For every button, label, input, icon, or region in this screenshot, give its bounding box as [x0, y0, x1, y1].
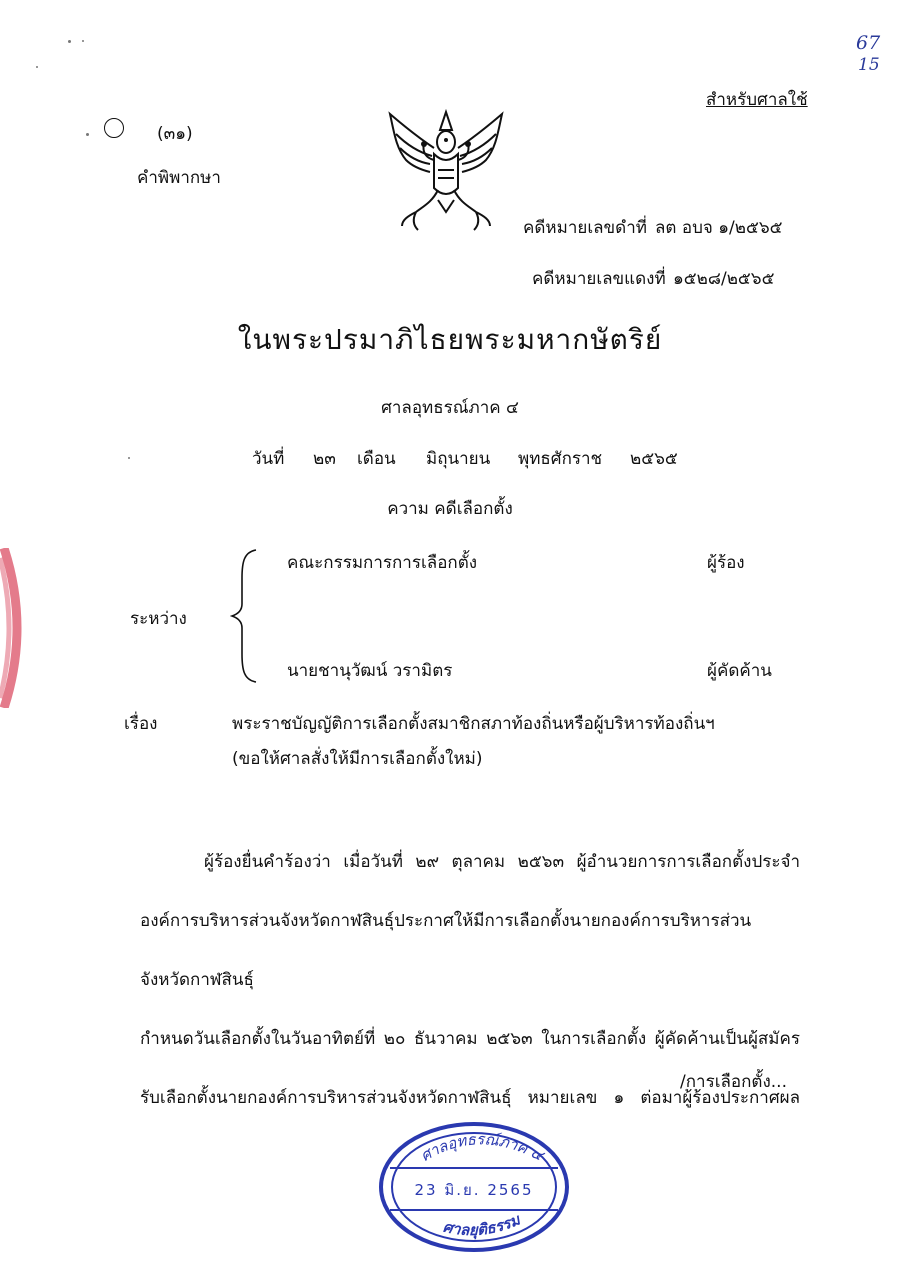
- scan-speck: [86, 133, 89, 136]
- scan-speck: [68, 40, 71, 43]
- red-case-number: ๑๕๒๘/๒๕๖๕: [673, 269, 775, 289]
- curly-brace-icon: [230, 548, 260, 684]
- margin-note-top: 67: [856, 32, 881, 54]
- body-line-1: ผู้ร้องยื่นคำร้องว่า เมื่อวันที่ ๒๙ ตุลาคม ๒๕๖๓ ผู้อำนวยการการเลือกตั้งประจำ: [204, 852, 800, 872]
- date-day-label: วันที่: [252, 449, 285, 469]
- petitioner-role: ผู้ร้อง: [707, 553, 745, 573]
- scan-speck: [82, 40, 84, 42]
- stamp-date: 23 มิ.ย. 2565: [414, 1181, 534, 1199]
- court-use-label: สำหรับศาลใช้: [706, 90, 808, 110]
- date-day: ๒๓: [313, 449, 336, 469]
- scan-speck: [36, 66, 38, 68]
- red-case-label: คดีหมายเลขแดงที่: [532, 269, 666, 289]
- date-year-label: พุทธศักราช: [518, 449, 603, 469]
- document-type: คำพิพากษา: [137, 168, 221, 188]
- black-case-number: ลต อบจ ๑/๒๕๖๕: [655, 218, 783, 238]
- date-month: มิถุนายน: [426, 449, 491, 469]
- continuation-text: /การเลือกตั้ง...: [680, 1072, 787, 1092]
- between-label: ระหว่าง: [130, 609, 187, 629]
- garuda-emblem-icon: [384, 108, 508, 238]
- body-line-2: องค์การบริหารส่วนจังหวัดกาฬสินธุ์ประกาศให้มีการเลือกตั้งนายกองค์การบริหารส่วนจังหวัดกาฬสินธุ์: [140, 911, 752, 990]
- respondent-name: นายชานุวัฒน์ วรามิตร: [287, 661, 453, 681]
- case-type: ความ คดีเลือกตั้ง: [387, 499, 513, 519]
- subject-line-2: (ขอให้ศาลสั่งให้มีการเลือกตั้งใหม่): [232, 749, 483, 769]
- form-number: (๓๑): [157, 124, 193, 144]
- body-line-4: รับเลือกตั้งนายกองค์การบริหารส่วนจังหวัดกาฬสินธุ์ หมายเลข ๑ ต่อมาผู้ร้องประกาศผล: [140, 1088, 800, 1108]
- royal-heading: ในพระปรมาภิไธยพระมหากษัตริย์: [237, 323, 663, 356]
- subject-label: เรื่อง: [124, 714, 158, 734]
- black-case-label: คดีหมายเลขดำที่: [523, 218, 647, 238]
- circle-icon: [104, 118, 124, 138]
- body-line-3: กำหนดวันเลือกตั้งในวันอาทิตย์ที่ ๒๐ ธันวาคม ๒๕๖๓ ในการเลือกตั้ง ผู้คัดค้านเป็นผู้สมัคร: [140, 1029, 800, 1049]
- margin-note-bottom: 15: [858, 55, 880, 75]
- date-month-label: เดือน: [357, 449, 396, 469]
- stamp-top-text: ศาลอุทธรณ์ภาค ๔: [417, 1130, 547, 1166]
- red-seal-partial: [0, 548, 30, 708]
- petitioner-name: คณะกรรมการการเลือกตั้ง: [287, 553, 478, 573]
- scan-speck: [128, 457, 130, 459]
- date-year: ๒๕๖๕: [630, 449, 678, 469]
- respondent-role: ผู้คัดค้าน: [707, 661, 772, 681]
- court-name: ศาลอุทธรณ์ภาค ๔: [381, 398, 519, 418]
- subject-line-1: พระราชบัญญัติการเลือกตั้งสมาชิกสภาท้องถิ่นหรือผู้บริหารท้องถิ่นฯ: [232, 714, 715, 734]
- court-date-stamp: [378, 1120, 570, 1254]
- stamp-bottom-text: ศาลยุติธรรม: [441, 1210, 523, 1240]
